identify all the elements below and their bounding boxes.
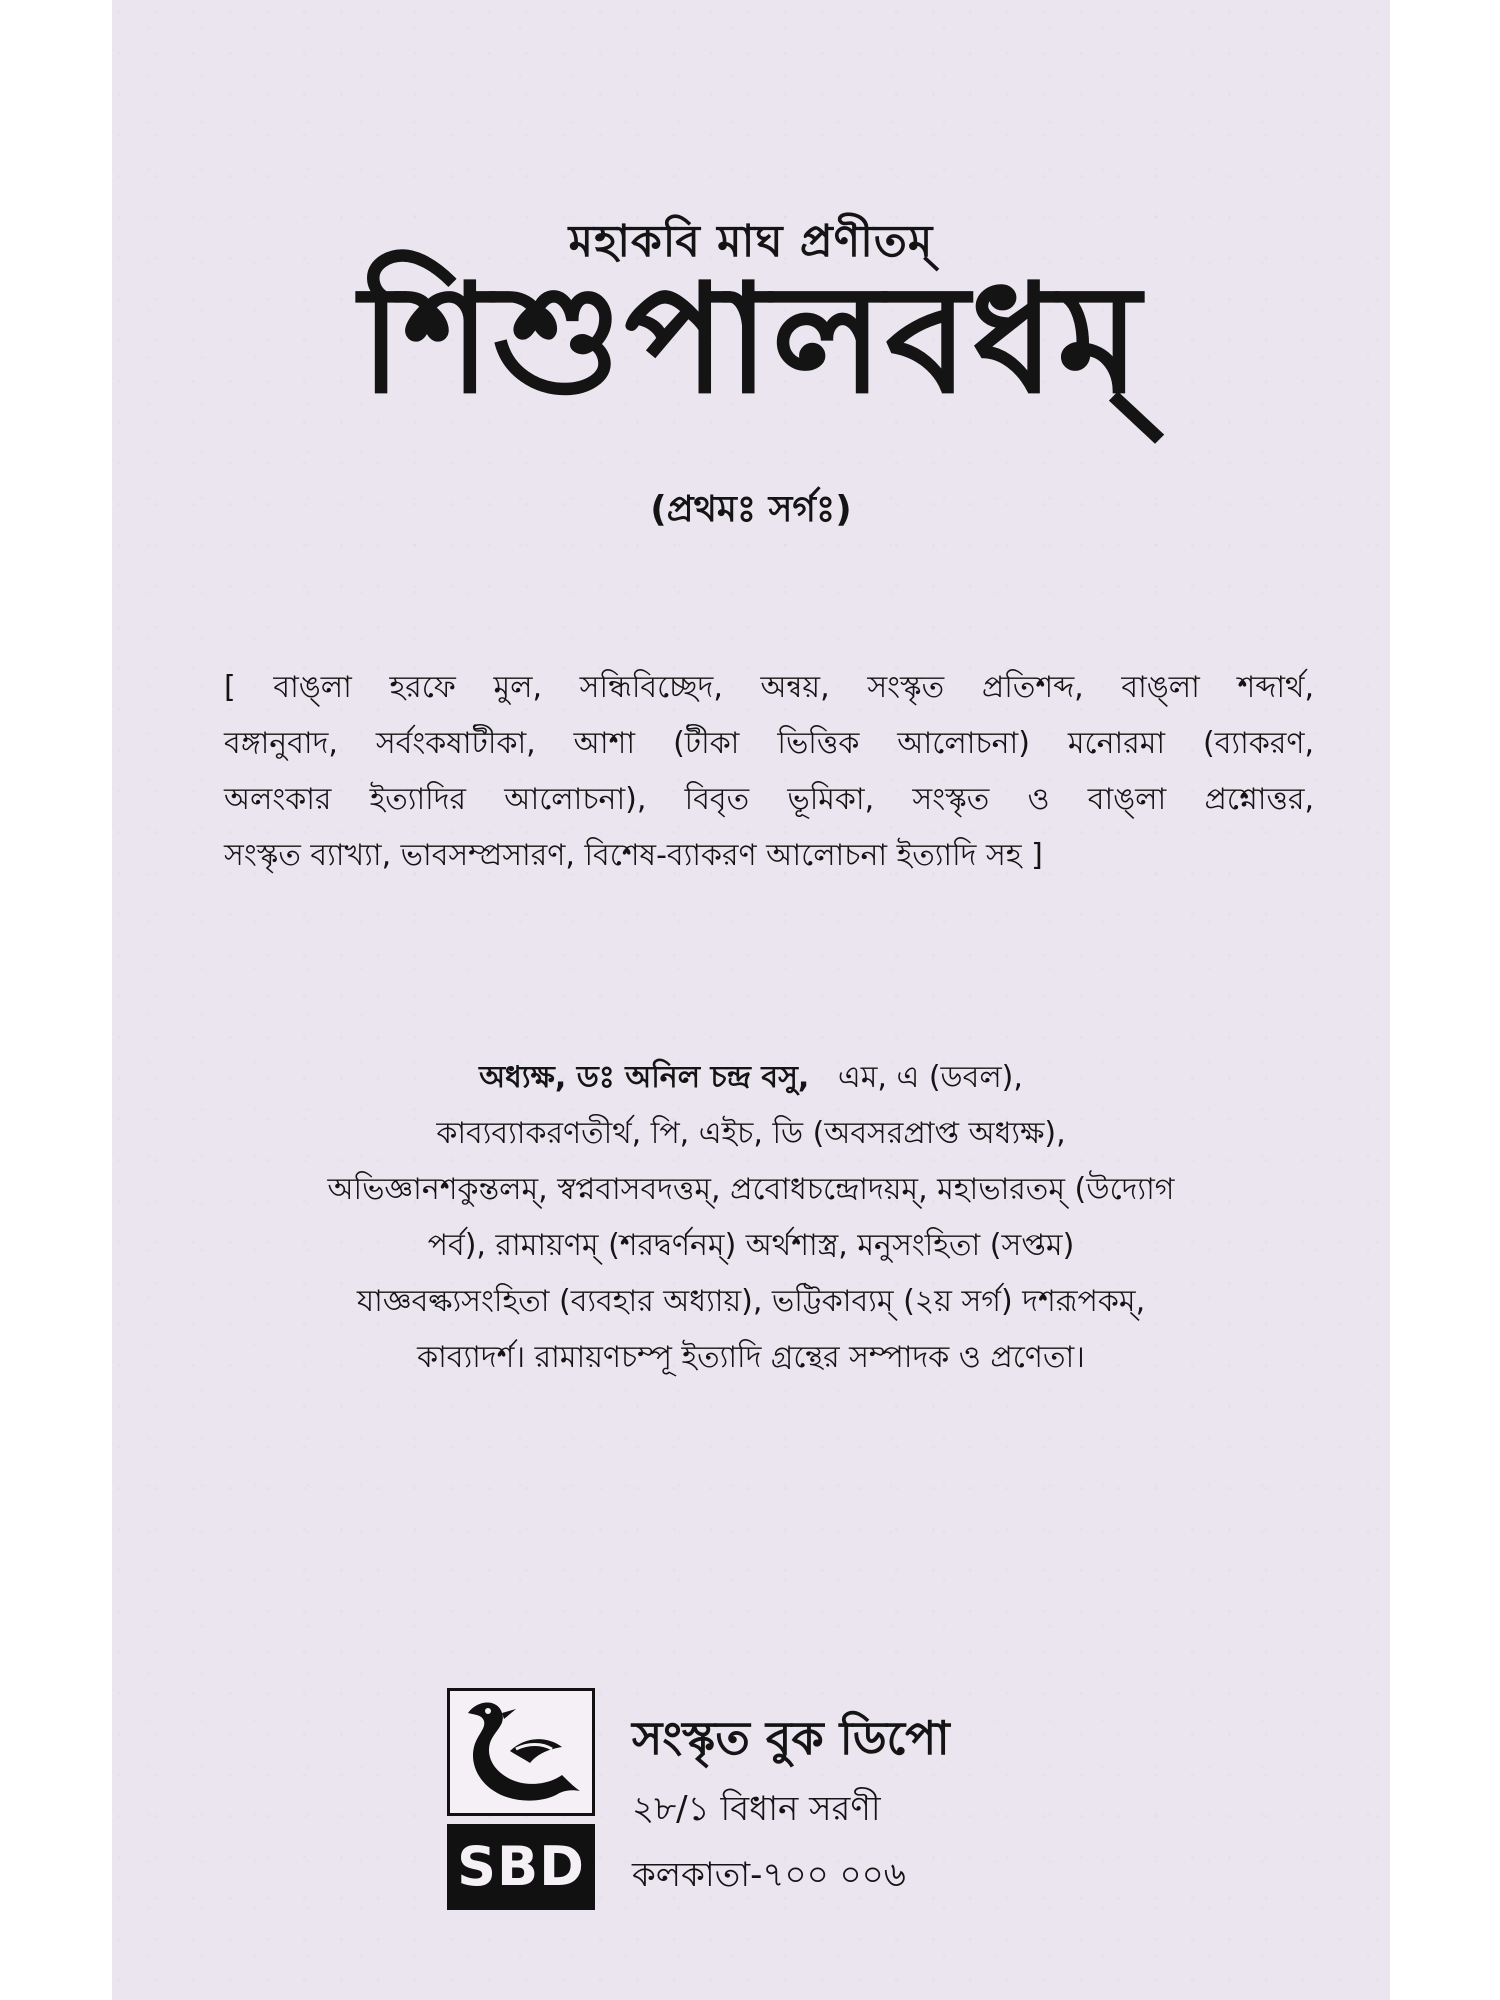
title-page: [112, 0, 1390, 2000]
bird-icon: [447, 1688, 595, 1816]
section-label: (প্রথমঃ সর্গঃ): [650, 489, 852, 530]
publisher-address-line1: ২৮/১ বিধান সরণী: [632, 1789, 881, 1829]
editor-credit-line: যাজ্ঞবল্ক্যসংহিতা (ব্যবহার অধ্যায়), ভট্টিকাব্যম্ (২য় সর্গ) দশরূপকম্,: [356, 1284, 1146, 1319]
publisher-logo: [447, 1688, 595, 1910]
editor-credit-line: কাব্যব্যাকরণতীর্থ, পি, এইচ, ডি (অবসরপ্রাপ্ত অধ্যক্ষ),: [436, 1116, 1066, 1151]
editor-degree: এম, এ (ডবল),: [837, 1060, 1023, 1095]
publisher-info: [632, 1700, 950, 1908]
publisher-address-line2: কলকাতা-৭০০ ০০৬: [632, 1855, 906, 1895]
logo-text: SBD: [447, 1824, 595, 1910]
editor-credit-line: পর্ব), রামায়ণম্ (শরদ্বর্ণনম্) অর্থশাস্ত্র, মনুসংহিতা (সপ্তম): [427, 1228, 1075, 1263]
book-title: শিশুপালবধম্: [359, 253, 1143, 427]
editor-name-line: [112, 1050, 1390, 1106]
description-line: [ বাঙ্‌লা হরফে মুল, সন্ধিবিচ্ছেদ, অন্বয়, সংস্কৃত প্রতিশব্দ, বাঙ্‌লা শব্দার্থ,: [224, 670, 1314, 705]
editor-credits: [112, 1050, 1390, 1386]
publisher-name: সংস্কৃত বুক ডিপো: [632, 1711, 950, 1765]
author-attribution: মহাকবি মাঘ প্রণীতম্: [568, 216, 934, 267]
contents-description: [224, 660, 1314, 884]
editor-name: অধ্যক্ষ, ডঃ অনিল চন্দ্র বসু,: [479, 1060, 810, 1095]
description-line: বঙ্গানুবাদ, সর্বংকষাটীকা, আশা (টীকা ভিত্তিক আলোচনা) মনোরমা (ব্যাকরণ,: [224, 726, 1314, 761]
description-line: সংস্কৃত ব্যাখ্যা, ভাবসম্প্রসারণ, বিশেষ-ব্যাকরণ আলোচনা ইত্যাদি সহ ]: [224, 838, 1043, 873]
editor-credit-line: অভিজ্ঞানশকুন্তলম্, স্বপ্নবাসবদত্তম্, প্রবোধচন্দ্রোদয়ম্, মহাভারতম্ (উদ্যোগ: [327, 1172, 1175, 1207]
description-line: অলংকার ইত্যাদির আলোচনা), বিবৃত ভূমিকা, সংস্কৃত ও বাঙ্‌লা প্রশ্নোত্তর,: [224, 782, 1314, 817]
editor-credit-line: কাব্যাদর্শ। রামায়ণচম্পূ ইত্যাদি গ্রন্থের সম্পাদক ও প্রণেতা।: [417, 1340, 1085, 1375]
